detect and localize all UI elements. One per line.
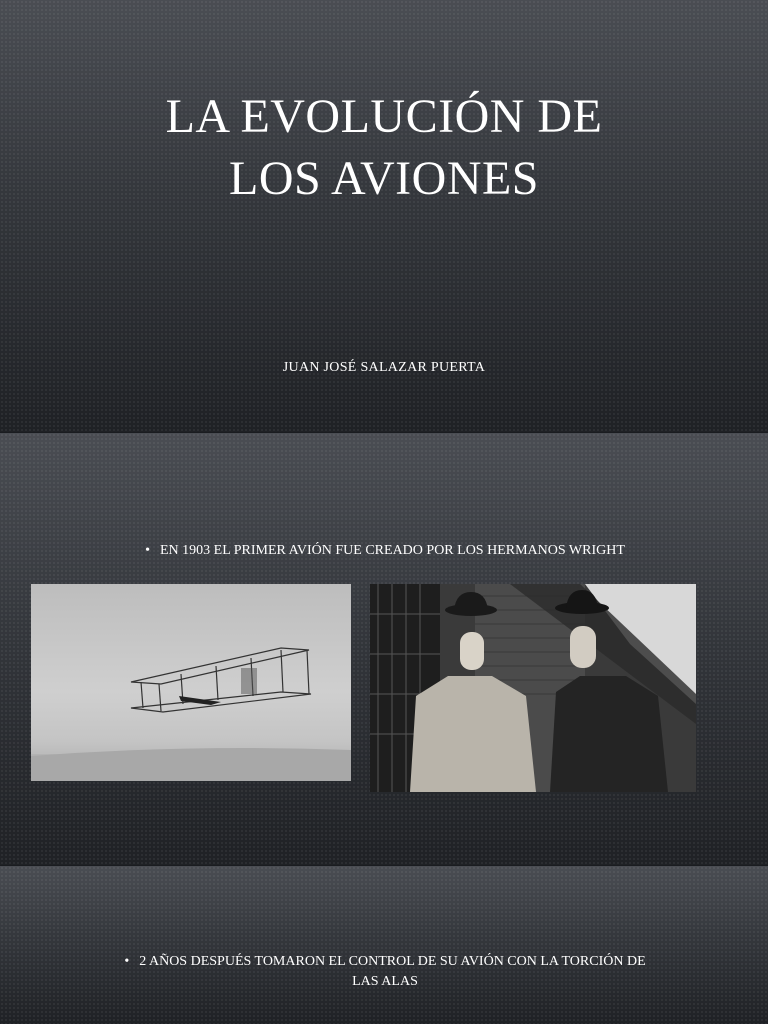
- title-line-1: LA EVOLUCIÓN DE: [165, 90, 603, 143]
- bullet-dot-icon: •: [145, 543, 150, 558]
- author-name: JUAN JOSÉ SALAZAR PUERTA: [282, 360, 486, 375]
- bullet-text-line-1: 2 AÑOS DESPUÉS TOMARON EL CONTROL DE SU AVIÓN CON LA TORCIÓN DE: [139, 954, 646, 969]
- glider-illustration: [31, 584, 351, 781]
- wright-brothers-portrait: [370, 584, 696, 792]
- bullet-wing-warping: [70, 952, 700, 992]
- bullet-dot-icon: •: [124, 954, 130, 969]
- bullet-1903: [60, 541, 710, 561]
- slide-title: [0, 0, 768, 432]
- bullet-text: EN 1903 EL PRIMER AVIÓN FUE CREADO POR LOS HERMANOS WRIGHT: [160, 543, 625, 558]
- slide-wing-warping: [0, 866, 768, 1024]
- brothers-illustration: [370, 584, 696, 792]
- wright-glider-photo: [31, 584, 351, 781]
- bullet-text-line-2: LAS ALAS: [352, 974, 418, 989]
- slide-title-heading: [0, 86, 768, 210]
- title-line-2: LOS AVIONES: [229, 152, 539, 205]
- slide-wright-brothers: [0, 433, 768, 865]
